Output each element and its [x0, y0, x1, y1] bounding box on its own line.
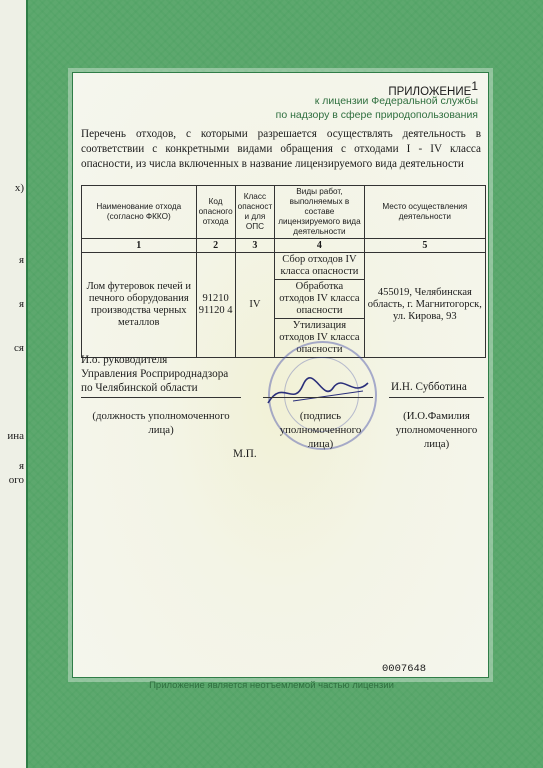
- signer-name: И.Н. Субботина: [391, 381, 467, 393]
- signer-position: И.о. руководителя Управления Росприроднадзора по Челябинской области: [81, 354, 229, 394]
- waste-code: 91210 91120 4: [196, 253, 235, 358]
- col-number: 4: [275, 239, 364, 253]
- col-number: 5: [364, 239, 485, 253]
- footer-note: Приложение является неотъемлемой частью лицензии: [149, 680, 394, 691]
- hazard-class: IV: [235, 253, 275, 358]
- caption-signature: (подпись уполномоченного лица): [279, 410, 362, 450]
- appendix-subtitle-2: по надзору в сфере природопользования: [275, 109, 478, 121]
- col-header-works: Виды работ, выполняемых в составе лицензируемого вида деятельности: [275, 186, 364, 239]
- strip-text: ого: [8, 474, 24, 486]
- serial-number: 0007648: [382, 663, 427, 675]
- col-number: 1: [82, 239, 197, 253]
- waste-name: Лом футеровок печей и печного оборудования производства черных металлов: [82, 253, 197, 358]
- strip-text: ина: [7, 430, 24, 442]
- activity-place: 455019, Челябинская область, г. Магнитогорск, ул. Кирова, 93: [364, 253, 485, 358]
- caption-name: (И.О.Фамилия уполномоченного лица): [395, 410, 478, 450]
- col-header-place: Место осуществления деятельности: [364, 186, 485, 239]
- strip-text: я: [18, 254, 24, 266]
- strip-text: я: [18, 460, 24, 472]
- col-number: 3: [235, 239, 275, 253]
- appendix-title: ПРИЛОЖЕНИЕ$^1$: [388, 79, 478, 98]
- adjacent-page-edge: [0, 0, 28, 768]
- page-number: 1: [471, 79, 478, 93]
- document-body: [72, 72, 489, 678]
- appendix-subtitle-1: к лицензии Федеральной службы: [314, 95, 478, 107]
- intro-paragraph: Перечень отходов, с которыми разрешается осуществлять деятельность в соответствии с конкретными видами обращения с отходами I - IV класса опасности, из числа включенных в название лицензируемого вида деятельности: [81, 128, 481, 170]
- strip-text: я: [18, 298, 24, 310]
- col-header-code: Код опасного отхода: [196, 186, 235, 239]
- waste-table: [81, 185, 486, 358]
- col-number: 2: [196, 239, 235, 253]
- table-row: [82, 253, 486, 280]
- column-number-row: [82, 239, 486, 253]
- col-header-name: Наименование отхода (согласно ФККО): [82, 186, 197, 239]
- strip-text: ся: [14, 342, 24, 354]
- work-type: Утилизация отходов IV класса опасности: [275, 319, 364, 358]
- col-header-class: Класс опасност и для ОПС: [235, 186, 275, 239]
- stamp-place-label: М.П.: [233, 448, 257, 460]
- table-header-row: [82, 186, 486, 239]
- caption-position: (должность уполномоченного лица): [92, 410, 230, 436]
- work-type: Обработка отходов IV класса опасности: [275, 280, 364, 319]
- work-type: Сбор отходов IV класса опасности: [275, 253, 364, 280]
- signature-mark: [263, 373, 373, 413]
- strip-text: x): [14, 182, 24, 194]
